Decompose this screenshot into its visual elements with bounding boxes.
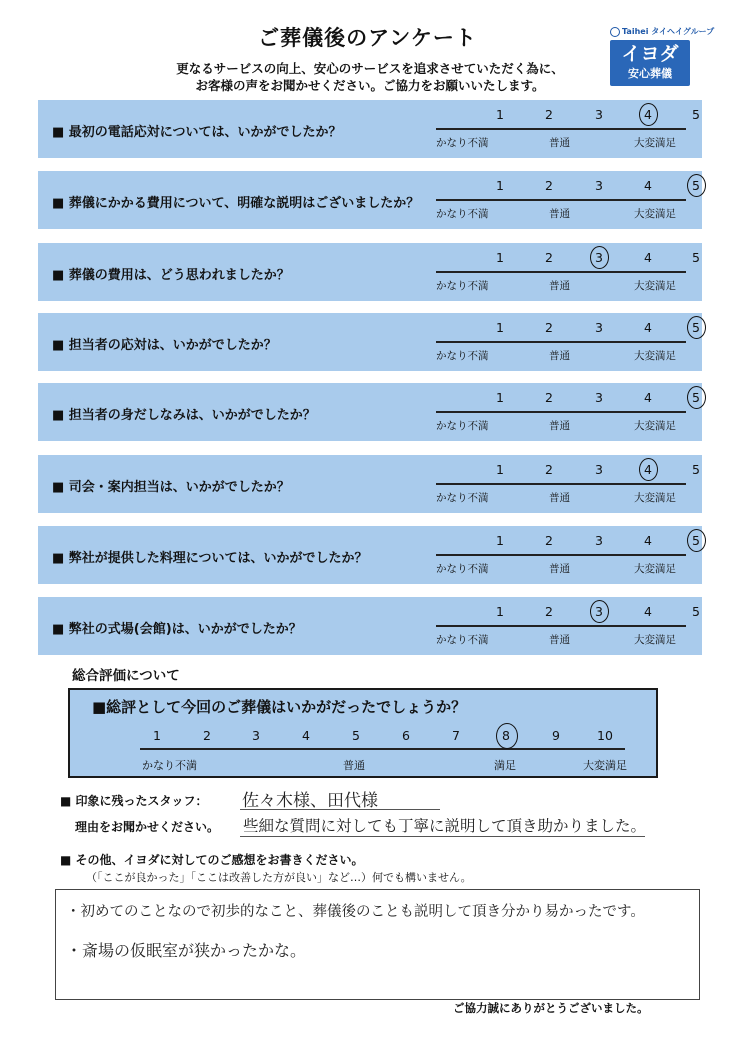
group-logo: [610, 26, 714, 37]
question-row: [38, 313, 702, 371]
overall-section-title: 総合評価について: [72, 668, 180, 684]
comment-line: ・初めてのことなので初歩的なこと、葬儀後のことも説明して頂き分かり易かったです。: [66, 904, 645, 920]
thanks-text: ご協力誠にありがとうございました。: [453, 1001, 649, 1015]
group-logo-text: Taihei タイヘイグループ: [622, 27, 715, 36]
scale-line: [436, 341, 686, 343]
question-text: ■ 弊社の式場(会館)は、いかがでしたか？: [52, 622, 302, 637]
rating-scale: [436, 171, 700, 229]
selected-answer-circle: [687, 174, 706, 197]
staff-value[interactable]: 佐々木様、田代様: [242, 791, 378, 811]
comments-box[interactable]: [55, 889, 700, 1000]
scale-line: [436, 411, 686, 413]
overall-label-high: 大変満足: [583, 759, 627, 772]
question-text: ■ 葬儀の費用は、どう思われましたか？: [52, 268, 290, 283]
scale-line: [436, 554, 686, 556]
scale-option-3[interactable]: 3: [595, 250, 603, 265]
scale-option-4[interactable]: 4: [644, 250, 652, 265]
reason-underline: [240, 836, 645, 837]
scale-label-mid: 普通: [549, 280, 570, 292]
scale-label-low: かなり不満: [436, 208, 489, 220]
scale-label-low: かなり不満: [436, 137, 489, 149]
overall-option-10[interactable]: 10: [597, 728, 613, 743]
question-row: [38, 243, 702, 301]
scale-option-2[interactable]: 2: [545, 107, 553, 122]
scale-option-3[interactable]: 3: [595, 178, 603, 193]
rating-scale: [436, 100, 700, 158]
scale-option-3[interactable]: 3: [595, 462, 603, 477]
selected-answer-circle: [590, 246, 609, 269]
scale-option-3[interactable]: 3: [595, 604, 603, 619]
scale-label-mid: 普通: [549, 208, 570, 220]
overall-option-4[interactable]: 4: [302, 728, 310, 743]
scale-label-mid: 普通: [549, 137, 570, 149]
intro-line: 更なるサービスの向上、安心のサービスを追求させていただく為に、: [176, 61, 564, 76]
selected-answer-circle: [687, 316, 706, 339]
scale-label-low: かなり不満: [436, 634, 489, 646]
rating-scale: [436, 526, 700, 584]
scale-option-2[interactable]: 2: [545, 390, 553, 405]
scale-option-2[interactable]: 2: [545, 320, 553, 335]
scale-line: [436, 483, 686, 485]
scale-label-mid: 普通: [549, 563, 570, 575]
scale-option-4[interactable]: 4: [644, 604, 652, 619]
scale-label-mid: 普通: [549, 420, 570, 432]
overall-option-8[interactable]: 8: [502, 728, 510, 743]
question-text: ■ 葬儀にかかる費用について、明確な説明はございましたか？: [52, 196, 420, 211]
scale-option-5[interactable]: 5: [692, 462, 700, 477]
rating-scale: [436, 455, 700, 513]
selected-answer-circle: [687, 386, 706, 409]
scale-option-2[interactable]: 2: [545, 604, 553, 619]
brand-sub: 安心葬儀: [628, 67, 672, 80]
scale-option-5[interactable]: 5: [692, 604, 700, 619]
scale-label-low: かなり不満: [436, 492, 489, 504]
comments-label: ■ その他、イヨダに対してのご感想をお書きください。: [60, 853, 364, 867]
scale-label-mid: 普通: [549, 350, 570, 362]
question-text: ■ 司会・案内担当は、いかがでしたか？: [52, 480, 290, 495]
overall-question: ■総評として今回のご葬儀はいかがだったでしょうか？: [92, 698, 467, 716]
scale-label-high: 大変満足: [634, 137, 676, 149]
overall-option-6[interactable]: 6: [402, 728, 410, 743]
question-text: ■ 担当者の身だしなみは、いかがでしたか？: [52, 408, 316, 423]
scale-option-5[interactable]: 5: [692, 178, 700, 193]
scale-option-1[interactable]: 1: [496, 604, 504, 619]
scale-option-4[interactable]: 4: [644, 390, 652, 405]
rating-scale: [436, 243, 700, 301]
scale-option-5[interactable]: 5: [692, 320, 700, 335]
overall-option-5[interactable]: 5: [352, 728, 360, 743]
scale-label-high: 大変満足: [634, 280, 676, 292]
scale-option-1[interactable]: 1: [496, 320, 504, 335]
scale-option-3[interactable]: 3: [595, 107, 603, 122]
scale-option-1[interactable]: 1: [496, 250, 504, 265]
scale-option-1[interactable]: 1: [496, 107, 504, 122]
scale-label-low: かなり不満: [436, 563, 489, 575]
selected-answer-circle: [590, 600, 609, 623]
comments-hint: （「ここが良かった」「ここは改善した方が良い」など…）何でも構いません。: [86, 871, 472, 884]
intro-line: お客様の声をお聞かせください。ご協力をお願いいたします。: [195, 78, 545, 93]
scale-label-high: 大変満足: [634, 208, 676, 220]
overall-scale-line: [140, 748, 625, 750]
scale-option-5[interactable]: 5: [692, 250, 700, 265]
taihei-mark-icon: [610, 27, 620, 37]
brand-logo: [610, 40, 690, 86]
selected-answer-circle: [639, 103, 658, 126]
staff-underline: [240, 809, 440, 810]
reason-label: 理由をお聞かせください。: [75, 820, 220, 834]
scale-option-4[interactable]: 4: [644, 462, 652, 477]
rating-scale: [436, 597, 700, 655]
scale-option-1[interactable]: 1: [496, 462, 504, 477]
scale-label-low: かなり不満: [436, 350, 489, 362]
scale-line: [436, 271, 686, 273]
scale-option-1[interactable]: 1: [496, 178, 504, 193]
question-text: ■ 弊社が提供した料理については、いかがでしたか？: [52, 551, 368, 566]
overall-option-3[interactable]: 3: [252, 728, 260, 743]
scale-option-2[interactable]: 2: [545, 250, 553, 265]
scale-line: [436, 128, 686, 130]
scale-label-high: 大変満足: [634, 492, 676, 504]
staff-label: ■ 印象に残ったスタッフ：: [60, 794, 208, 808]
scale-option-2[interactable]: 2: [545, 178, 553, 193]
scale-option-3[interactable]: 3: [595, 390, 603, 405]
scale-option-3[interactable]: 3: [595, 533, 603, 548]
scale-option-5[interactable]: 5: [692, 107, 700, 122]
question-text: ■ 最初の電話応対については、いかがでしたか？: [52, 125, 342, 140]
scale-label-high: 大変満足: [634, 634, 676, 646]
scale-line: [436, 625, 686, 627]
overall-label-good: 満足: [494, 759, 516, 772]
scale-label-high: 大変満足: [634, 350, 676, 362]
rating-scale: [436, 383, 700, 441]
overall-rating-box: [68, 688, 658, 778]
overall-label-mid: 普通: [343, 759, 365, 772]
scale-label-high: 大変満足: [634, 420, 676, 432]
scale-option-2[interactable]: 2: [545, 462, 553, 477]
scale-label-low: かなり不満: [436, 280, 489, 292]
scale-option-4[interactable]: 4: [644, 320, 652, 335]
overall-option-1[interactable]: 1: [153, 728, 161, 743]
scale-option-2[interactable]: 2: [545, 533, 553, 548]
question-row: [38, 526, 702, 584]
overall-option-2[interactable]: 2: [203, 728, 211, 743]
scale-label-low: かなり不満: [436, 420, 489, 432]
intro-text: [150, 60, 590, 94]
overall-option-7[interactable]: 7: [452, 728, 460, 743]
scale-label-mid: 普通: [549, 492, 570, 504]
scale-option-3[interactable]: 3: [595, 320, 603, 335]
question-row: [38, 383, 702, 441]
scale-option-4[interactable]: 4: [644, 107, 652, 122]
comment-line: ・斎場の仮眠室が狭かったかな。: [66, 941, 307, 960]
scale-option-1[interactable]: 1: [496, 533, 504, 548]
scale-option-1[interactable]: 1: [496, 390, 504, 405]
scale-label-high: 大変満足: [634, 563, 676, 575]
selected-answer-circle: [639, 458, 658, 481]
question-row: [38, 455, 702, 513]
question-row: [38, 597, 702, 655]
question-text: ■ 担当者の応対は、いかがでしたか？: [52, 338, 277, 353]
selected-answer-circle: [687, 529, 706, 552]
scale-label-mid: 普通: [549, 634, 570, 646]
question-row: [38, 100, 702, 158]
overall-option-9[interactable]: 9: [552, 728, 560, 743]
scale-option-4[interactable]: 4: [644, 178, 652, 193]
rating-scale: [436, 313, 700, 371]
question-row: [38, 171, 702, 229]
survey-title: ご葬儀後のアンケート: [258, 26, 477, 50]
scale-option-5[interactable]: 5: [692, 390, 700, 405]
overall-label-low: かなり不満: [142, 759, 197, 772]
reason-value[interactable]: 些細な質問に対しても丁寧に説明して頂き助かりました。: [243, 817, 647, 835]
brand-name: イヨダ: [621, 43, 679, 65]
scale-option-4[interactable]: 4: [644, 533, 652, 548]
scale-line: [436, 199, 686, 201]
scale-option-5[interactable]: 5: [692, 533, 700, 548]
overall-selected-circle: [496, 723, 518, 749]
